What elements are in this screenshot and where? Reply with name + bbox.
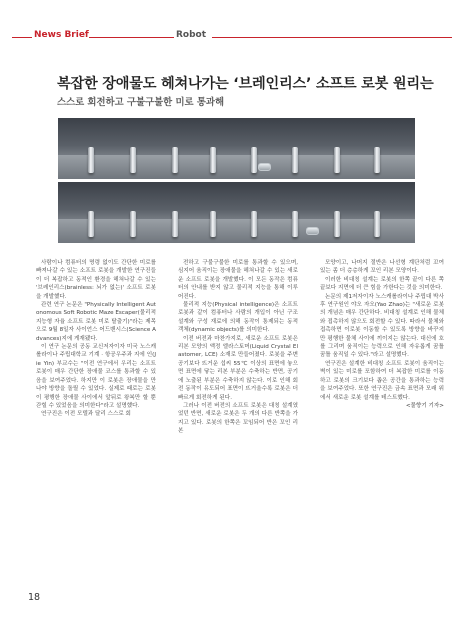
paragraph: 논문의 제1저자이자 노스캐롤라이나 주립대 박사후 연구원인 야오 자오(Yao Zhao)는 "새로운 로봇의 개념은 매우 간단하다. 비대칭 설계로 인해 물체와 접촉하지 않으도 회전할 수 있다. 따라서 물체와 접촉하면 이로봇 이동할 수 있도록 방향을 바꾸지만 평행한 물체 사이에 끼이지는 않는다. 대신에 호를 그리며 움직이는 능력으로 인해 자유롭게 꿈틀꿈틀 움직일 수 있다."라고 설명했다. (320, 293, 444, 359)
body-column-1 (36, 259, 156, 419)
header-rule-left (12, 37, 32, 38)
body-column-3 (320, 259, 444, 410)
page-number: 18 (28, 592, 41, 603)
article-title: 복잡한 장애물도 헤쳐나가는 ‘브레인리스’ 소프트 로봇 원리는 (57, 76, 434, 92)
paragraph: 그러나 이전 버전의 소프트 로봇은 대칭 설계였었던 반면, 새로운 로봇은 두 개의 다른 반쪽을 가지고 있다. 로봇의 한쪽은 꼬임되어 반은 꼬인 리본 (178, 402, 298, 435)
page-header (0, 30, 464, 44)
article-subtitle: 스스로 회전하고 구불구불한 미로 통과해 (57, 97, 225, 108)
soft-robot (306, 227, 319, 235)
paragraph: 사람이나 컴퓨터의 명령 없이도 간단한 미로를 빠져나갈 수 있는 소프트 로봇을 개발한 연구진들이 더 복잡하고 동적인 환경을 헤쳐나갈 수 있는 '브레인리스(brainless: 뇌가 없는)' 소프트 로봇을 개발했다. (36, 260, 156, 300)
photo-panel-top (58, 118, 415, 179)
paragraph: 이전 버전과 마찬가지로, 새로운 소프트 로봇은 리본 모양의 액정 엘라스토머(Liquid Crystal Elastomer, LCE) 소재로 만들어졌다. 로봇을 주변 공기보다 뜨거운 섭씨 55℃ 이상의 표면에 놓으면 표면에 닿는 리본 부분은 수축하는 반면, 공기에 노출된 부분은 수축하지 않는다. 이로 인해 회전 동작이 유도되어 표면이 뜨거울수록 로봇은 더 빠르게 회전하게 된다. (178, 335, 298, 401)
header-rule-right (212, 37, 452, 38)
paragraph: 관련 연구 논문은 "Physically Intelligent Autonomous Soft Robotic Maze Escaper(물리적 지능형 자율 소프트 로봇 미로 탈출기)"라는 제목으로 9월 8일자 사이언스 어드밴시스(Science Advances)지에 게재됐다. (36, 302, 156, 342)
section-name: Robot (176, 30, 207, 40)
soft-robot (258, 163, 271, 171)
paragraph: 물리적 지능(Physical intelligence)은 소프트 로봇과 같이 컴퓨터나 사람의 개입이 아닌 구조 설계와 구성 재료에 의해 동작이 통제되는 동적 객체(dynamic objects)를 의미한다. (178, 302, 298, 334)
paragraph: 이러한 비대칭 설계는 로봇의 한쪽 끝이 다른 쪽 끝보다 지면에 더 큰 힘을 가한다는 것을 의미한다. (320, 276, 444, 292)
paragraph: 모양이고, 나머지 절반은 나선형 계단처럼 꼬여 있는 좀 더 층층하게 꼬인 리본 모양이다. (320, 260, 444, 275)
paragraph: 전하고 구불구불한 미로를 통과할 수 있으며, 심지어 움직이는 장애물을 헤쳐나갈 수 있는 새로운 소프트 로봇을 개발했다. 이 모든 동작은 컴퓨터의 안내를 받지 않고 물리적 지능을 통해 이루어진다. (178, 260, 298, 300)
photo-panel-bottom (58, 182, 415, 243)
paragraph: 이 연구 논문의 공동 교신저자이자 미국 노스캐롤라이나 주립대학교 기계 · 항공우주과 지에 인(Jie Yin) 부교수는 "이전 연구에서 우리는 소프트 로봇이 매우 간단한 장애물 코스를 통과할 수 있음을 보여주었다. 하지만 이 로봇은 장애물을 만나야 방향을 돌릴 수 있었다. 실제로 때로는 로봇이 평행한 장애물 사이에서 앞뒤로 왕복만 할 뿐 갇힐 수 있었음을 의미한다"라고 설명했다. (36, 344, 156, 409)
paragraph: 연구진은 이전 모델과 달리 스스로 회 (41, 411, 131, 418)
author-credit: <물향기 기자> (405, 402, 444, 409)
section-tag: News Brief (34, 30, 89, 40)
robot-maze-photo (58, 118, 415, 244)
header-rule-middle (89, 37, 174, 38)
paragraph: 연구진은 설계한 비대칭 소프트 로봇이 움직이는 벽이 있는 미로를 포함하여 더 복잡한 미로를 이동하고 로봇의 크기보다 좁은 공간을 통과하는 능력을 보여주었다. 또한 연구진은 금속 표면과 모래 위에서 새로운 로봇 설계를 테스트했다. (320, 360, 444, 401)
body-column-2 (178, 259, 298, 436)
